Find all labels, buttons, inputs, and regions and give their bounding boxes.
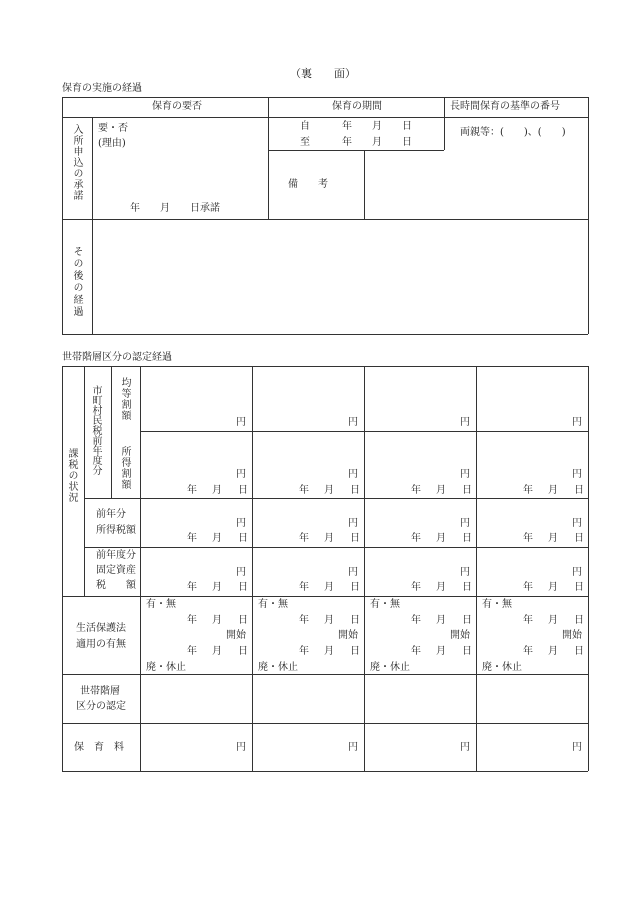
date-year: 年	[411, 615, 421, 626]
date-month: 月	[548, 582, 558, 593]
date-year: 年	[411, 582, 421, 593]
date-day: 日	[238, 533, 248, 544]
section2-heading: 世帯階層区分の認定経過	[62, 352, 172, 363]
date-day: 日	[462, 485, 472, 496]
rule-line	[252, 366, 253, 771]
period-from-day: 日	[402, 121, 412, 132]
date-month: 月	[436, 646, 446, 657]
header-necessity: 保育の要否	[152, 101, 202, 112]
row-label-taxation: 課税の状況	[66, 448, 77, 503]
period-to-day: 日	[402, 137, 412, 148]
period-to-year: 年	[342, 137, 352, 148]
yen-unit: 円	[460, 518, 470, 529]
rule-line	[364, 366, 365, 771]
date-day: 日	[350, 582, 360, 593]
date-year: 年	[523, 582, 533, 593]
yen-unit: 円	[348, 417, 358, 428]
row-label-acceptance: 入所申込の承諾	[71, 124, 82, 201]
date-year: 年	[187, 646, 197, 657]
date-day: 日	[574, 615, 584, 626]
date-month: 月	[324, 485, 334, 496]
row-label-after: その後の経過	[71, 246, 82, 318]
date-day: 日	[574, 533, 584, 544]
welfare-yes-no: 有・無	[482, 599, 512, 610]
row-label-equal-levy: 均等割額	[119, 377, 130, 421]
date-year: 年	[523, 533, 533, 544]
date-year: 年	[187, 615, 197, 626]
date-month: 月	[436, 615, 446, 626]
section1-heading: 保育の実施の経過	[62, 83, 142, 94]
label-tax-amount: 税 額	[96, 580, 136, 591]
date-year: 年	[523, 485, 533, 496]
label-prev-year: 前年分	[96, 509, 126, 520]
yen-unit: 円	[460, 742, 470, 753]
welfare-start: 開始	[226, 630, 246, 641]
rule-line	[84, 366, 85, 596]
date-year: 年	[299, 533, 309, 544]
welfare-start: 開始	[450, 630, 470, 641]
reason-label: (理由)	[98, 138, 126, 149]
yen-unit: 円	[348, 518, 358, 529]
date-day: 日	[574, 646, 584, 657]
welfare-stop: 廃・休止	[482, 662, 522, 673]
date-year: 年	[523, 646, 533, 657]
period-from-year: 年	[342, 121, 352, 132]
date-month: 月	[548, 646, 558, 657]
date-month: 月	[212, 615, 222, 626]
date-month: 月	[212, 646, 222, 657]
yen-unit: 円	[572, 567, 582, 578]
date-day: 日	[462, 582, 472, 593]
rule-line	[364, 150, 365, 219]
rule-line	[588, 366, 589, 771]
date-month: 月	[324, 582, 334, 593]
row-label-income-levy: 所得割額	[119, 446, 130, 490]
welfare-stop: 廃・休止	[258, 662, 298, 673]
rule-line	[444, 97, 445, 150]
rule-line	[84, 547, 588, 548]
label-class-cert: 区分の認定	[76, 701, 126, 712]
date-month: 月	[436, 533, 446, 544]
rule-line	[140, 366, 141, 771]
yen-unit: 円	[460, 567, 470, 578]
date-year: 年	[187, 485, 197, 496]
date-month: 月	[324, 615, 334, 626]
period-to: 至	[300, 137, 310, 148]
remarks-label: 備 考	[288, 179, 328, 190]
welfare-start: 開始	[338, 630, 358, 641]
label-welfare-law: 生活保護法	[76, 623, 126, 634]
welfare-yes-no: 有・無	[146, 599, 176, 610]
date-day: 日	[574, 582, 584, 593]
date-day: 日	[462, 615, 472, 626]
date-month: 月	[212, 533, 222, 544]
date-day: 日	[238, 582, 248, 593]
date-day: 日	[238, 646, 248, 657]
rule-line	[268, 150, 444, 151]
date-day: 日	[238, 615, 248, 626]
rule-line	[62, 334, 588, 335]
date-day: 日	[350, 615, 360, 626]
date-month: 月	[212, 582, 222, 593]
label-welfare-applied: 適用の有無	[76, 639, 126, 650]
rule-line	[62, 97, 588, 98]
date-day: 日	[462, 533, 472, 544]
yen-unit: 円	[236, 567, 246, 578]
yen-unit: 円	[236, 518, 246, 529]
rule-line	[62, 366, 63, 771]
welfare-stop: 廃・休止	[370, 662, 410, 673]
rule-line	[588, 97, 589, 334]
date-year: 年	[187, 533, 197, 544]
rule-line	[62, 219, 588, 220]
header-long-hours: 長時間保育の基準の番号	[450, 101, 560, 112]
yen-unit: 円	[348, 567, 358, 578]
row-label-municipal-tax: 市町村民税前年度分	[90, 385, 101, 475]
rule-line	[111, 366, 112, 498]
date-month: 月	[212, 485, 222, 496]
date-month: 月	[548, 615, 558, 626]
yes-no-choice: 要・否	[98, 123, 128, 134]
label-household-class: 世帯階層	[80, 686, 120, 697]
welfare-start: 開始	[562, 630, 582, 641]
date-day: 日	[350, 533, 360, 544]
date-day: 日	[350, 646, 360, 657]
accept-date: 年 月 日承諾	[130, 203, 220, 214]
page-title: （裏 面）	[290, 67, 356, 80]
date-day: 日	[238, 485, 248, 496]
date-year: 年	[299, 582, 309, 593]
rule-line	[476, 366, 477, 771]
date-year: 年	[187, 582, 197, 593]
rule-line	[62, 97, 63, 334]
date-month: 月	[548, 533, 558, 544]
welfare-stop: 廃・休止	[146, 662, 186, 673]
rule-line	[268, 97, 269, 219]
yen-unit: 円	[572, 417, 582, 428]
rule-line	[62, 771, 588, 772]
period-to-month: 月	[372, 137, 382, 148]
yen-unit: 円	[460, 469, 470, 480]
date-year: 年	[299, 615, 309, 626]
yen-unit: 円	[348, 469, 358, 480]
yen-unit: 円	[236, 417, 246, 428]
yen-unit: 円	[572, 518, 582, 529]
date-year: 年	[411, 533, 421, 544]
date-day: 日	[462, 646, 472, 657]
label-prev-fiscal: 前年度分	[96, 550, 136, 561]
rule-line	[62, 117, 588, 118]
yen-unit: 円	[460, 417, 470, 428]
date-year: 年	[299, 485, 309, 496]
date-month: 月	[436, 485, 446, 496]
date-year: 年	[411, 646, 421, 657]
yen-unit: 円	[236, 742, 246, 753]
rule-line	[92, 117, 93, 334]
yen-unit: 円	[236, 469, 246, 480]
date-month: 月	[324, 646, 334, 657]
date-month: 月	[324, 533, 334, 544]
period-from-month: 月	[372, 121, 382, 132]
date-month: 月	[548, 485, 558, 496]
header-period: 保育の期間	[332, 101, 382, 112]
date-month: 月	[436, 582, 446, 593]
date-year: 年	[523, 615, 533, 626]
both-parents-field: 両親等：( )、( )	[460, 127, 566, 138]
label-fixed-asset: 固定資産	[96, 565, 136, 576]
label-childcare-fee: 保 育 料	[74, 742, 124, 753]
rule-line	[84, 498, 588, 499]
date-day: 日	[574, 485, 584, 496]
date-year: 年	[411, 485, 421, 496]
yen-unit: 円	[572, 469, 582, 480]
date-day: 日	[350, 485, 360, 496]
welfare-yes-no: 有・無	[258, 599, 288, 610]
yen-unit: 円	[348, 742, 358, 753]
label-income-tax: 所得税額	[96, 525, 136, 536]
date-year: 年	[299, 646, 309, 657]
period-from: 自	[300, 121, 310, 132]
yen-unit: 円	[572, 742, 582, 753]
welfare-yes-no: 有・無	[370, 599, 400, 610]
